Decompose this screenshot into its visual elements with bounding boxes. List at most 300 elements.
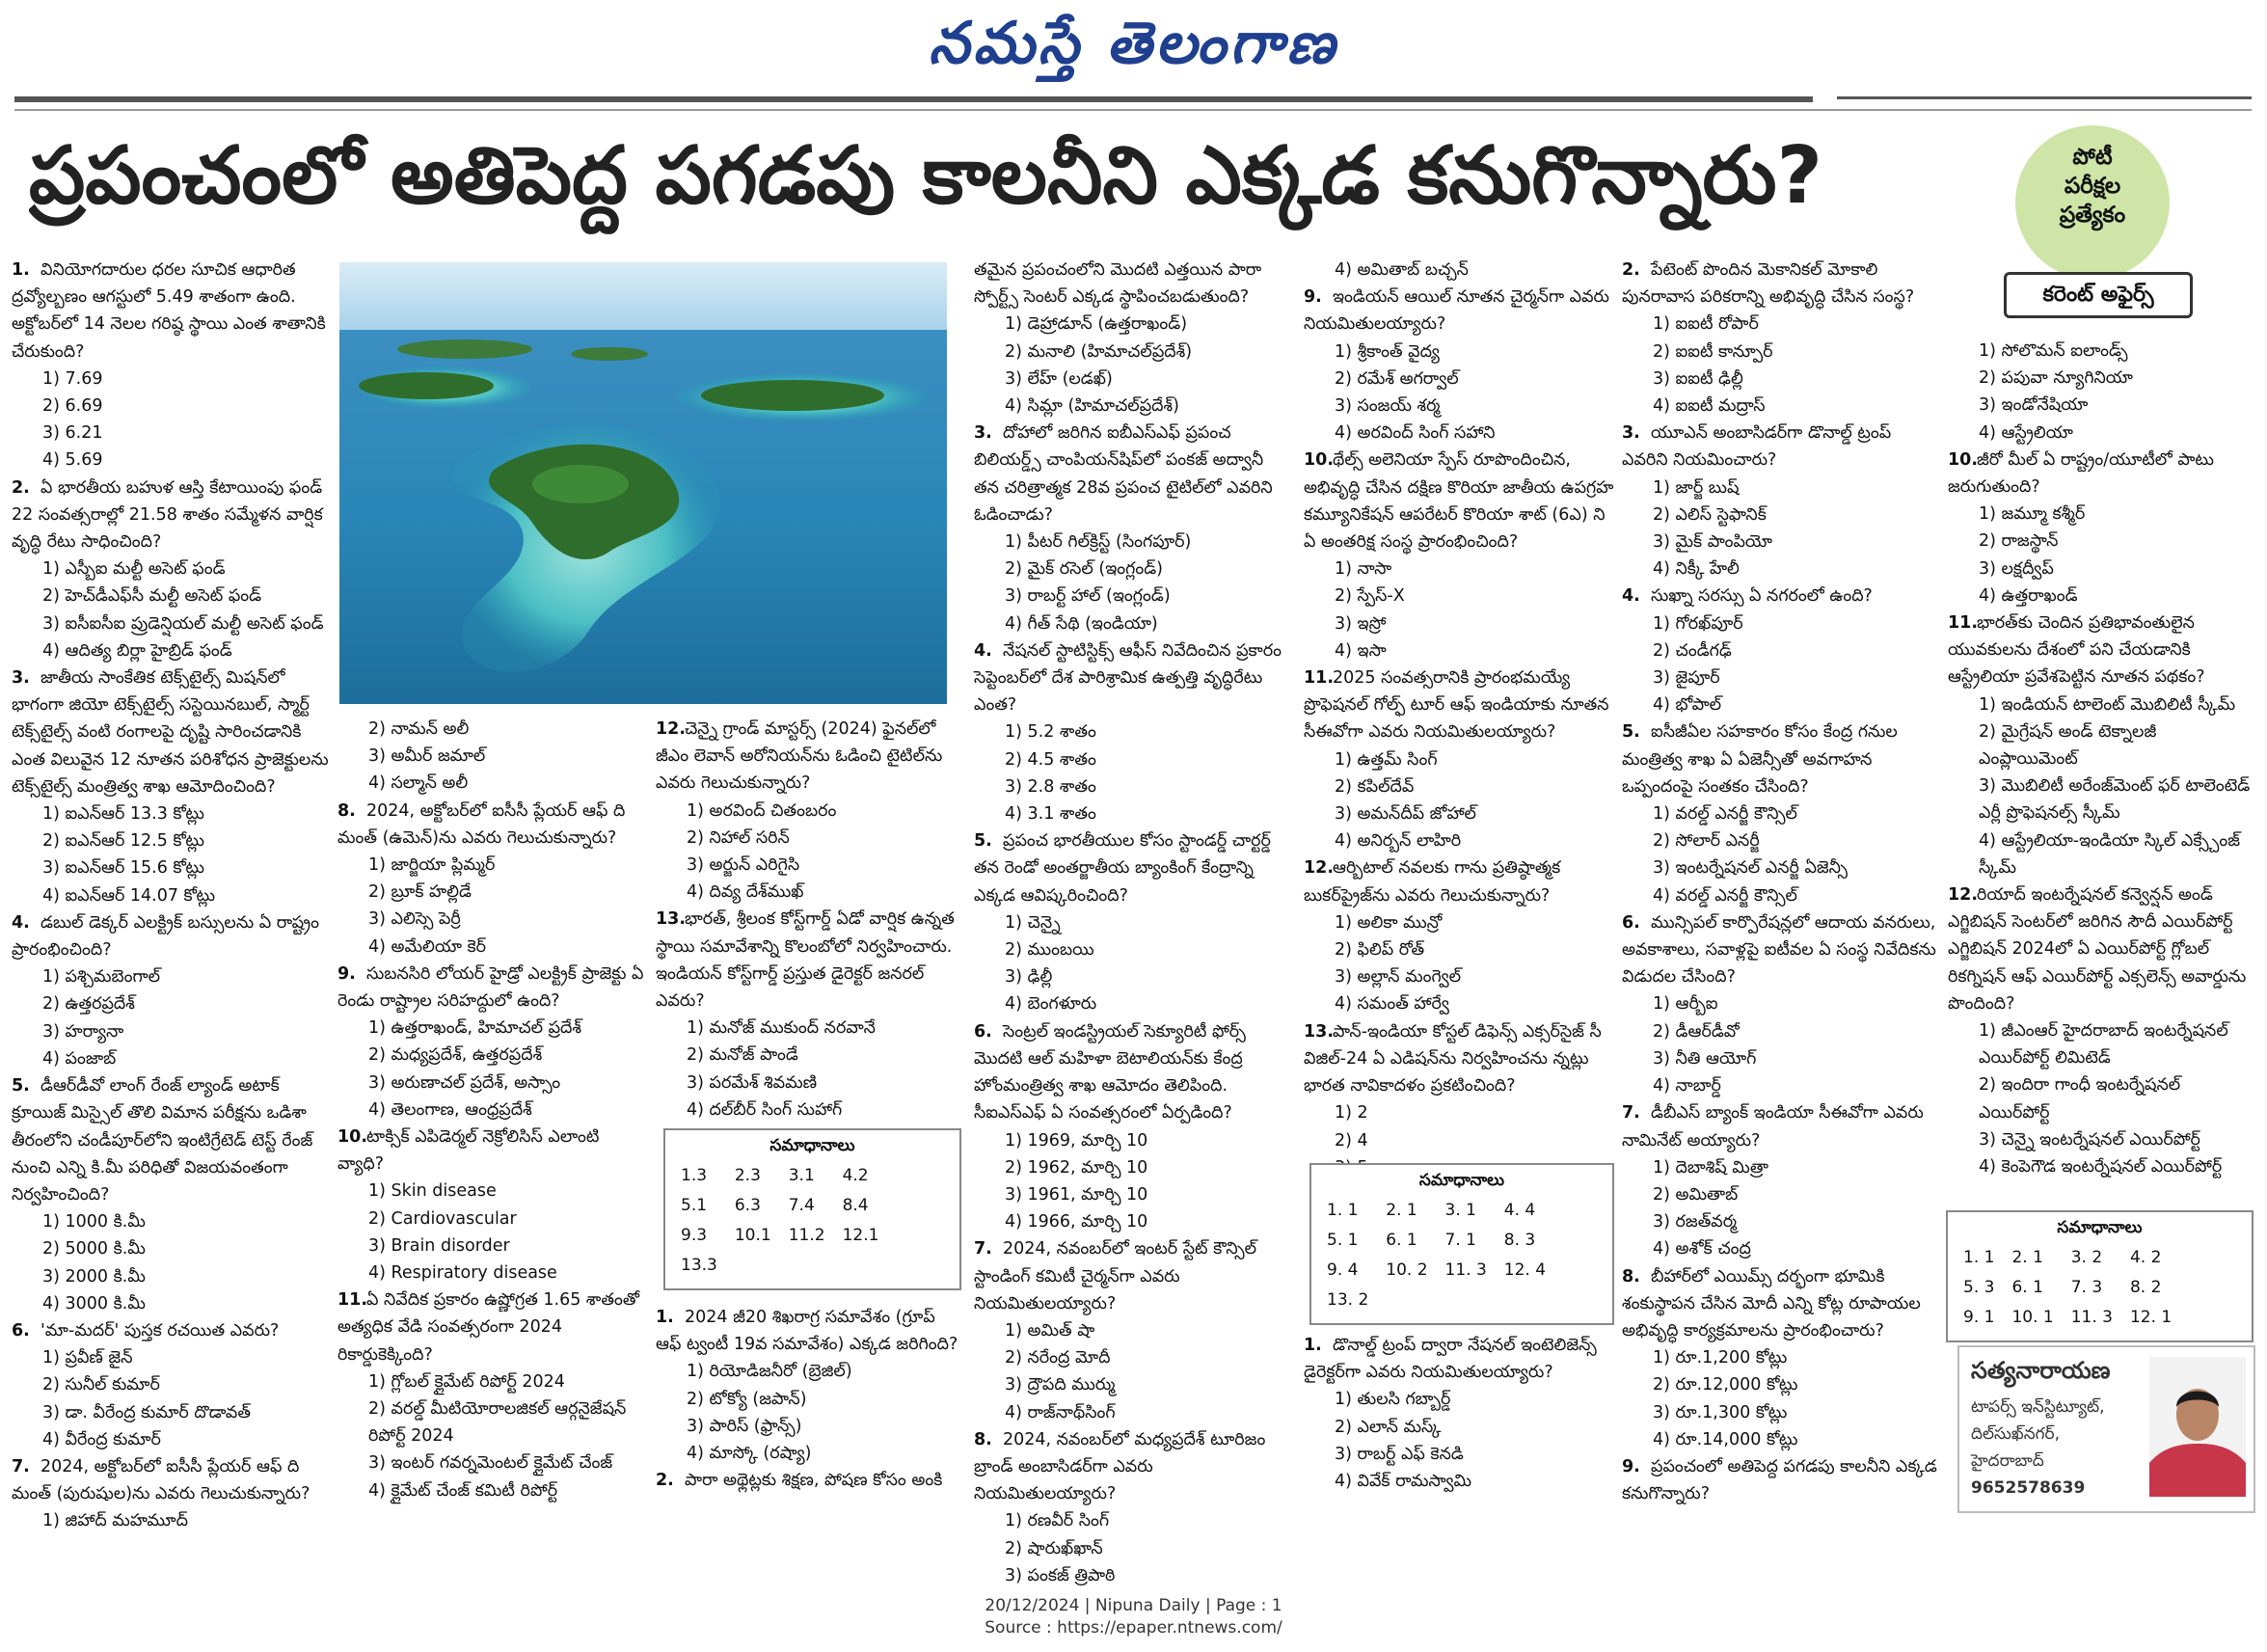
answer-option: 1) నాసా: [1335, 559, 1392, 580]
answer-option: 1) ఐఎన్ఆర్ 13.3 కోట్లు: [42, 804, 204, 825]
question: [656, 1467, 964, 1494]
answer-option: 4) 3.1 శాతం: [1005, 804, 1096, 825]
answer-option: 1) వరల్డ్ ఎనర్జీ కౌన్సిల్: [1653, 804, 1797, 825]
author-name: సత్యనారాయణ: [1971, 1357, 2111, 1384]
answer-option: 4) సిమ్లా (హిమాచల్‌ప్రదేశ్): [1005, 396, 1179, 417]
question-number: 3.: [12, 668, 30, 689]
answer-option: 3) డా. వీరేంద్ర కుమార్ దొడావత్: [42, 1402, 251, 1422]
question-number: 5.: [1622, 722, 1640, 743]
answer-cell: 1.3: [681, 1166, 708, 1185]
answer-option: 3) ఐఐటీ ఢిల్లీ: [1653, 368, 1743, 389]
question-text: మున్సిపల్ కార్పొరేషన్లలో ఆదాయ వనరులు, అవకాశాలు, సవాళ్లపై ఐటీవల ఏ సంస్థ నివేదికను విడుదల చేసింది?: [1622, 912, 1936, 988]
answer-cell: 11.2: [788, 1226, 825, 1245]
answer-option: 1) అలికా మున్రో: [1335, 912, 1443, 933]
answer-option: 2) హెచ్‌డీఎఫ్‌సీ మల్టీ అసెట్ ఫండ్: [42, 586, 262, 607]
answer-cell: [729, 1251, 783, 1281]
special-badge: [2015, 125, 2170, 280]
answer-option: 3) మొబిలిటీ అరేంజ్‌మెంట్ ఫర్ టాలెంటెడ్ ఎర్లీ ప్రొఫెషనల్స్ స్కీమ్: [1979, 776, 2251, 824]
answer-option: 4) వరల్డ్ ఎనర్జీ కౌన్సిల్: [1653, 885, 1797, 906]
answer-cell: 5.1: [681, 1196, 708, 1215]
answer-option: 2) 1962, మార్చి 10: [1005, 1157, 1148, 1178]
question-text: డొనాల్డ్ ట్రంప్ ద్వారా నేషనల్ ఇంటెలిజెన్స్ డైరెక్టర్‌గా ఎవరు నియమితులయ్యారు?: [1304, 1336, 1597, 1383]
question: [12, 257, 330, 474]
answer-option: 1) జార్జియా ప్లిమ్మర్: [368, 855, 496, 876]
question-text: రియాద్ ఇంటర్నేషనల్ కన్వెన్షన్ అండ్ ఎగ్జిబిషన్ సెంటర్‌లో జరిగిన సౌదీ ఎయిర్‌పోర్ట్ ఎగ్జిబిషన్ 2024లో ఏ ఎయిర్‌పోర్ట్ గ్లోబల్ రికగ్నిషన్ ఆఫ్ ఎయిర్‌పోర్ట్ ఎక్సలెన్స్ అవార్డును పొందింది?: [1948, 885, 2247, 1014]
answer-option: 2) స్పేస్-X: [1335, 586, 1405, 607]
question-text: భారత్‌కు చెందిన ప్రతిభావంతులైన యువకులను దేశంలో పని చేయడానికి ఆస్ట్రేలియా ప్రవేశపెట్టిన నూతన పథకం?: [1948, 613, 2205, 688]
answer-option: 4) గీత్ సేథి (ఇండియా): [1005, 613, 1158, 634]
question-text: జాతీయ సాంకేతిక టెక్స్‌టైల్స్ మిషన్‌లో భాగంగా జియో టెక్స్‌టైల్స్ సస్టెయినబుల్, స్మార్ట్ టెక్స్‌టైల్స్ వంటి రంగాలపై దృష్టి సారించడానికి ఎంత విలువైన 12 నూతన పరిశోధన ప్రాజెక్టులను టెక్స్‌టైల్స్ మంత్రిత్వ శాఖ ఆమోదించింది?: [12, 668, 329, 797]
badge-line: ప్రత్యేకం: [2059, 203, 2126, 228]
answer-option: 3) ఇంటర్ గవర్నమెంటల్ క్లైమేట్ చేంజ్: [368, 1453, 613, 1474]
answer-cell: 2. 1: [2011, 1248, 2043, 1267]
answer-cell: 11. 3: [2070, 1308, 2113, 1327]
question-text: ప్రపంచ భారతీయుల కోసం స్టాండర్డ్ చార్టర్డ్ తన రెండో అంతర్జాతీయ బ్యాంకింగ్ కేంద్రాన్ని ఎక్కడ ఆవిష్కరించింది?: [974, 831, 1271, 906]
answer-option: 1) 1969, మార్చి 10: [1005, 1130, 1148, 1151]
question-number: 2.: [12, 477, 30, 498]
author-area: దిల్‌సుఖ్‌నగర్,: [1971, 1424, 2061, 1444]
answer-option: 3) అరుణాచల్ ప్రదేశ్, అస్సాం: [368, 1072, 561, 1093]
answer-cell: [1440, 1286, 1498, 1315]
answers-table: [1321, 1196, 1557, 1315]
answer-cell: 6.3: [734, 1196, 761, 1215]
answers-table: [675, 1161, 890, 1281]
question-text: డీబీఎస్ బ్యాంక్ ఇండియా సీఈవోగా ఎవరు నామినేట్ అయ్యారు?: [1622, 1103, 1924, 1151]
answer-option: 2) పపువా న్యూగినియా: [1979, 368, 2133, 389]
answer-cell: 5. 3: [1963, 1278, 1995, 1297]
answer-cell: 13. 2: [1327, 1290, 1369, 1310]
question-number: 9.: [337, 963, 356, 984]
column-6: [1622, 257, 1940, 1507]
answer-option: 4) అశోక్ చంద్ర: [1653, 1239, 1751, 1259]
answer-option: 3) లక్షద్వీప్: [1979, 558, 2054, 579]
answer-option: 3) అమీర్ జమాల్: [368, 746, 486, 767]
answer-cell: 4.2: [842, 1166, 869, 1185]
divider: [14, 96, 1813, 102]
question-number: 1.: [656, 1308, 674, 1327]
answer-option: 3) 2000 కి.మీ: [42, 1266, 146, 1286]
answer-cell: 7. 1: [1444, 1231, 1476, 1250]
author-city: హైదరాబాద్: [1971, 1451, 2044, 1471]
answer-option: 2) 4: [1335, 1130, 1368, 1151]
answer-option: 4) 1966, మార్చి 10: [1005, 1212, 1148, 1232]
answer-cell: 7.4: [788, 1196, 815, 1215]
answer-option: 2) సోలార్ ఎనర్జీ: [1653, 831, 1760, 852]
question-number: 12.: [1948, 885, 1979, 906]
answer-option: 3) నీతి ఆయోగ్: [1653, 1048, 1757, 1069]
answer-option: 4) ఆస్ట్రేలియా-ఇండియా స్కిల్ ఎక్స్చేంజ్ స్కీమ్: [1979, 830, 2241, 878]
question-text: డబుల్ డెక్కర్ ఎలక్ట్రిక్ బస్సులను ఏ రాష్ట్రం ప్రారంభించింది?: [12, 912, 320, 961]
answer-option: 1) పీటర్ గిల్‌క్రిస్ట్ (సింగపూర్): [1005, 532, 1192, 553]
answer-option: 1) జమ్మూ కశ్మీర్: [1979, 504, 2086, 525]
answer-option: 3) పరమేశ్ శివమణి: [687, 1072, 818, 1093]
page-title: ప్రపంచంలో అతిపెద్ద పగడపు కాలనీని ఎక్కడ కనుగొన్నారు?: [29, 130, 1823, 222]
question-text: భారత్, శ్రీలంక కోస్ట్‌గార్డ్ ఏడో వార్షిక ఉన్నత స్థాయి సమావేశాన్ని కొలంబోలో నిర్వహించారు. ఇండియన్ కోస్ట్‌గార్డ్ ప్రస్తుత డైరెక్టర్ జనరల్ ఎవరు?: [656, 909, 955, 1012]
answer-option: 2) 6.69: [42, 396, 103, 417]
answer-option: 1) మనోజ్ ముకుంద్ నరవానే: [687, 1018, 876, 1039]
answer-option: 2) డీఆర్‌డీవో: [1653, 1021, 1740, 1042]
answer-option: 2) ఇందిరా గాంధీ ఇంటర్నేషనల్ ఎయిర్‌పోర్ట్: [1979, 1075, 2181, 1123]
answer-cell: 4. 2: [2129, 1248, 2162, 1267]
answer-option: 3) ఇస్రో: [1335, 613, 1387, 634]
question: [974, 257, 1292, 420]
answer-cell: 10. 1: [2011, 1308, 2054, 1327]
answer-option: 4) భోపాల్: [1653, 695, 1722, 716]
question: [12, 1453, 330, 1535]
answer-cell: 6. 1: [2011, 1278, 2043, 1297]
question-text: బీహార్‌లో ఎయిమ్స్ దర్భంగా భూమికి శంకుస్థాపన చేసిన మోదీ ఎన్ని కోట్ల రూపాయల అభివృద్ధి కార్యక్రమాలను ప్రారంభించారు?: [1622, 1266, 1921, 1341]
question: [1304, 257, 1622, 284]
column-2: [337, 716, 646, 1504]
question: [12, 909, 330, 1072]
answer-option: 4) మాస్కో (రష్యా): [687, 1444, 812, 1464]
answer-cell: 13.3: [681, 1256, 717, 1275]
column-7: [1948, 338, 2254, 1180]
answer-option: 1) ఉత్తమ్ సింగ్: [1335, 749, 1438, 770]
answer-option: 3) పారిస్ (ఫ్రాన్స్): [687, 1416, 802, 1436]
footer-date: 20/12/2024 | Nipuna Daily | Page : 1: [985, 1596, 1282, 1615]
question-number: 8.: [974, 1429, 992, 1449]
answer-option: 4) ఐఎన్ఆర్ 14.07 కోట్లు: [42, 885, 216, 906]
answer-option: 1) శ్రీకాంత్ వైద్య: [1335, 341, 1440, 362]
question-number: 4.: [12, 912, 30, 933]
question: [1622, 257, 1940, 420]
column-5-lower: [1304, 1332, 1622, 1495]
question-text: నేషనల్ స్టాటిస్టిక్స్ ఆఫీస్ నివేదించిన ప్రకారం సెప్టెంబర్‌లో దేశ పారిశ్రామిక ఉత్పత్తి వృద్ధిరేటు ఎంత?: [974, 640, 1282, 716]
question-text: టాక్సిక్ ఎపిడెర్మల్ నెక్రోలిసిస్ ఎలాంటి వ్యాధి?: [337, 1127, 600, 1175]
answer-option: 1) చెన్నై: [1005, 912, 1061, 933]
question-number: 2.: [1622, 260, 1640, 280]
column-4: [974, 257, 1292, 1589]
question-text: ఏ నివేదిక ప్రకారం ఉష్ణోగ్రత 1.65 శాతంతో అత్యధిక వేడి సంవత్సరంగా 2024 రికార్డుకెక్కింది?: [337, 1290, 639, 1365]
answer-option: 2) నరేంద్ర మోదీ: [1005, 1348, 1111, 1368]
answer-option: 2) Cardiovascular: [368, 1208, 517, 1229]
question-text: దోహాలో జరిగిన ఐబీఎస్ఎఫ్ ప్రపంచ బిలియర్డ్స్ చాంపియన్‌షిప్‌లో పంకజ్ అద్వానీ తన చరిత్రాత్మక 28వ ప్రపంచ టైటిల్‌లో ఎవరిని ఓడించాడు?: [974, 423, 1273, 525]
answer-option: 1) జిహాద్ మహమూద్: [42, 1511, 188, 1531]
answer-option: 3) ద్రౌపది ముర్ము: [1005, 1375, 1116, 1395]
answer-option: 4) 5.69: [42, 450, 103, 471]
author-phone: 9652578639: [1971, 1478, 2086, 1498]
answer-cell: 12. 1: [2129, 1308, 2173, 1327]
answer-option: 2) రాజస్థాన్: [1979, 531, 2059, 552]
question-number: 4.: [1622, 586, 1640, 607]
answer-cell: [837, 1251, 891, 1281]
badge-line: పరీక్షల: [2064, 174, 2121, 199]
question: [1622, 1453, 1940, 1507]
question-text: 2024, అక్టోబర్‌లో ఐసీసీ ప్లేయర్ ఆఫ్ ది మంత్ (పురుషుల)ను ఎవరు గెలుచుకున్నారు?: [12, 1456, 310, 1504]
question: [1304, 284, 1622, 447]
answer-option: 1) అమిత్ షా: [1005, 1320, 1095, 1341]
question-number: 11.: [1948, 613, 1979, 634]
question: [1948, 338, 2254, 447]
answer-option: 2) మధ్యప్రదేశ్, ఉత్తరప్రదేశ్: [368, 1045, 543, 1066]
answer-option: 3) అమన్‌దీప్ జోహాల్: [1335, 804, 1476, 825]
question-text: 'మా-మదర్' పుస్తక రచయిత ఎవరు?: [40, 1320, 280, 1341]
answer-option: 1) 2: [1335, 1103, 1368, 1124]
answer-option: 3) హర్యానా: [42, 1021, 124, 1042]
answer-option: 4) అమేలియా కెర్: [368, 936, 487, 957]
answer-option: 4) పంజాబ్: [42, 1048, 117, 1069]
answer-option: 2) 5000 కి.మీ: [42, 1239, 146, 1259]
answer-option: 1) ఇండియన్ టాలెంట్ మొబిలిటీ స్కీమ్: [1979, 694, 2236, 715]
answer-option: 4) దల్‌బీర్ సింగ్ సుహాగ్: [687, 1099, 843, 1120]
question-text: 2025 సంవత్సరానికి ప్రారంభమయ్యే ప్రొఫెషనల్ గోల్ఫ్ టూర్ ఆఫ్ ఇండియాకు నూతన సీఈవోగా ఎవరు నియమితులయ్యారు?: [1304, 668, 1609, 743]
question-number: 5.: [12, 1076, 30, 1097]
answer-option: 2) ఐఎన్ఆర్ 12.5 కోట్లు: [42, 831, 204, 852]
question-text: ఇండియన్ ఆయిల్ నూతన చైర్మన్‌గా ఎవరు నియమితులయ్యారు?: [1304, 287, 1609, 335]
answer-option: 4) సల్మాన్ అలీ: [368, 773, 469, 794]
section-tag: కరెంట్ అఫైర్స్: [2004, 272, 2193, 318]
answer-option: 4) కెంపెగౌడ ఇంటర్నేషనల్ ఎయిర్‌పోర్ట్: [1979, 1157, 2223, 1178]
question-text: సుఖ్నా సరస్సు ఏ నగరంలో ఉంది?: [1651, 586, 1873, 607]
answer-cell: 8.4: [842, 1196, 869, 1215]
answer-option: 1) పశ్చిమబెంగాల్: [42, 967, 160, 988]
question-number: 8.: [1622, 1266, 1640, 1286]
answer-option: 3) 6.21: [42, 423, 103, 444]
answer-option: 1) తులసి గబ్బార్డ్: [1335, 1390, 1451, 1410]
question: [974, 1235, 1292, 1425]
answer-option: 3) అర్జున్ ఎరిగైసి: [687, 855, 800, 876]
question-number: 9.: [1304, 287, 1322, 308]
answer-option: 1) ప్రవీణ్ జైన్: [42, 1348, 133, 1368]
answer-cell: [783, 1251, 837, 1281]
question-number: 8.: [337, 800, 356, 821]
question-text: 2024, నవంబర్‌లో ఇంటర్ స్టేట్ కౌన్సిల్ స్టాండింగ్ కమిటీ చైర్మన్‌గా ఎవరు నియమితులయ్యారు?: [974, 1239, 1257, 1313]
answers-title: సమాధానాలు: [769, 1136, 855, 1155]
answer-option: 1) ఉత్తరాఖండ్, హిమాచల్ ప్రదేశ్: [368, 1018, 582, 1039]
question-number: 10.: [1948, 449, 1979, 470]
question: [1622, 1263, 1940, 1453]
question-text: ఏ భారతీయ బహుళ ఆస్తి కేటాయింపు ఫండ్ 22 సంవత్సరాల్లో 21.58 శాతం సమ్మేళన వార్షిక వృద్ధి రేటు సాధించింది?: [12, 477, 323, 553]
question-text: 2024 జీ20 శిఖరాగ్ర సమావేశం (గ్రూప్ ఆఫ్ ట్వంటీ 19వ సమావేశం) ఎక్కడ జరిగింది?: [656, 1308, 958, 1355]
answer-option: 1) రియోడిజనీరో (బ్రెజిల్): [687, 1362, 852, 1382]
answer-cell: 10. 2: [1386, 1260, 1428, 1280]
question-number: 12.: [656, 719, 687, 739]
answer-option: 4) వివేక్ రామస్వామి: [1335, 1472, 1472, 1492]
question: [1304, 854, 1622, 1017]
answer-option: 2) టోక్యో (జపాన్): [687, 1389, 807, 1409]
question-number: 7.: [1622, 1103, 1640, 1124]
answer-option: 1) Skin disease: [368, 1181, 497, 1202]
answer-option: 4) 3000 కి.మీ: [42, 1293, 146, 1313]
answer-cell: 8. 2: [2129, 1278, 2162, 1297]
answer-option: 4) అనిర్బన్ లాహిరి: [1335, 831, 1462, 852]
question: [974, 827, 1292, 1017]
answer-option: 3) రజత్‌వర్మ: [1653, 1212, 1738, 1232]
question-number: 2.: [656, 1471, 674, 1491]
question-number: 6.: [974, 1021, 992, 1042]
question-number: 7.: [12, 1456, 30, 1476]
answer-cell: [1498, 1286, 1557, 1315]
answer-option: 1) గోరఖ్‌పూర్: [1653, 613, 1743, 634]
question: [974, 1426, 1292, 1589]
answer-option: 2) రమేశ్ అగర్వాల్: [1335, 368, 1459, 389]
column-3-lower: [656, 1304, 964, 1494]
answer-option: 4) క్లైమేట్ చేంజ్ కమిటీ రిపోర్ట్: [368, 1480, 558, 1501]
masthead-logo: నమస్తే తెలంగాణ: [928, 10, 1339, 77]
question: [974, 420, 1292, 637]
answer-cell: 9. 4: [1327, 1260, 1359, 1280]
question: [12, 1317, 330, 1453]
answer-option: 3) జైపూర్: [1653, 668, 1720, 689]
question-number: 3.: [1622, 423, 1640, 444]
answer-option: 1) రణవీర్ సింగ్: [1005, 1511, 1110, 1531]
question: [337, 1286, 646, 1504]
answer-option: 3) ఇండోనేషియా: [1979, 395, 2089, 416]
question: [974, 637, 1292, 827]
coral-island-photo: [339, 262, 947, 704]
answer-option: 4) ఆదిత్య బిర్లా హైబ్రిడ్ ఫండ్: [42, 640, 232, 661]
answer-option: 3) ఢిల్లీ: [1005, 967, 1053, 988]
question-number: 12.: [1304, 858, 1335, 879]
answer-cell: 12.1: [842, 1226, 879, 1245]
answer-option: 4) ఇసా: [1335, 640, 1387, 661]
answer-option: 2) 4.5 శాతం: [1005, 749, 1096, 770]
answer-option: 2) మనాలి (హిమాచల్‌ప్రదేశ్): [1005, 341, 1193, 362]
answer-option: 4) బెంగళూరు: [1005, 994, 1097, 1015]
answer-option: 4) అమితాబ్ బచ్చన్: [1335, 260, 1469, 280]
question: [1622, 1099, 1940, 1262]
divider: [1837, 96, 2252, 99]
answer-cell: 11. 3: [1444, 1260, 1487, 1280]
question-text: 2024, అక్టోబర్‌లో ఐసీసీ ప్లేయర్ ఆఫ్ ది మంత్ (ఉమెన్)ను ఎవరు గెలుచుకున్నారు?: [337, 800, 626, 848]
answer-option: 4) ఆస్ట్రేలియా: [1979, 422, 2073, 443]
column-5: [1304, 257, 1622, 1208]
answer-option: 2) ఉత్తరప్రదేశ్: [42, 994, 135, 1015]
answer-option: 3) రూ.1,300 కోట్లు: [1653, 1402, 1788, 1422]
answer-option: 4) రూ.14,000 కోట్లు: [1653, 1429, 1798, 1449]
question-number: 10.: [1304, 450, 1335, 471]
question-text: సుబనసిరి లోయర్ హైడ్రో ఎలక్ట్రిక్ ప్రాజెక్టు ఏ రెండు రాష్ట్రాల సరిహద్దులో ఉంది?: [337, 963, 644, 1012]
question-text: చెన్నై గ్రాండ్ మాస్టర్స్ (2024) ఫైనల్‌లో జీఎం లెవాన్ అరోనియన్‌ను ఓడించి టైటిల్‌ను ఎవరు గెలుచుకున్నారు?: [656, 719, 943, 794]
question-text: పాన్-ఇండియా కోస్టల్ డిఫెన్స్ ఎక్సర్‌సైజ్ సీ విజిల్-24 ఏ ఎడిషన్‌ను నిర్వహించను న్నట్లు భారత నావికాదళం ప్రకటించింది?: [1304, 1021, 1602, 1097]
author-institute: టాపర్స్ ఇన్‌స్టిట్యూట్,: [1971, 1397, 2105, 1417]
answer-option: 1) జీఎంఆర్ హైదరాబాద్ ఇంటర్నేషనల్ ఎయిర్‌పోర్ట్ లిమిటెడ్: [1979, 1021, 2228, 1069]
answer-cell: 5. 1: [1327, 1231, 1359, 1250]
question: [1304, 1332, 1622, 1495]
question-number: 7.: [974, 1239, 992, 1259]
answer-option: 3) చెన్నై ఇంటర్నేషనల్ ఎయిర్‌పోర్ట్: [1979, 1129, 2200, 1150]
question: [337, 716, 646, 798]
question-text: ఆర్బిటాల్ నవలకు గాను ప్రతిష్ఠాత్మక బుకర్‌ప్రైజ్‌ను ఎవరు గెలుచుకున్నారు?: [1304, 858, 1561, 906]
question-text: పేటెంట్ పొందిన మెకానికల్ మోకాలి పునరావాస పరికరాన్ని అభివృద్ధి చేసిన సంస్థ?: [1622, 260, 1915, 308]
question: [656, 716, 964, 906]
answer-option: 2) ముంబయి: [1005, 940, 1094, 961]
question-number: 6.: [12, 1320, 30, 1341]
answer-option: 2) రూ.12,000 కోట్లు: [1653, 1375, 1798, 1395]
answers-box-1: [663, 1128, 961, 1290]
question: [1622, 420, 1940, 582]
question-text: ఐసీజీఏల సహకారం కోసం కేంద్ర గనుల మంత్రిత్వ శాఖ ఏ ఏజెన్సీతో అవగాహన ఒప్పందంపై సంతకం చేసింది?: [1622, 722, 1898, 797]
question: [974, 1018, 1292, 1236]
answers-title: సమాధానాలు: [1418, 1171, 1505, 1190]
author-photo-icon: [2149, 1357, 2246, 1497]
answer-option: 1) డెహ్రాడూన్ (ఉత్తరాఖండ్): [1005, 314, 1188, 335]
answers-box-3: [1946, 1210, 2254, 1342]
answer-option: 2) వరల్డ్ మీటియోరాలజికల్ ఆర్గనైజేషన్ రిపోర్ట్ 2024: [368, 1399, 627, 1447]
answer-option: 3) మైక్ పాంపియో: [1653, 532, 1773, 553]
answer-option: 3) 1961, మార్చి 10: [1005, 1184, 1148, 1205]
answer-cell: 6. 1: [1386, 1231, 1417, 1250]
question-text: డీఆర్‌డీవో లాంగ్ రేంజ్ ల్యాండ్ అటాక్ క్రూయిజ్ మిస్సైల్ తొలి విమాన పరీక్షను ఒడిశా తీరంలోని చండీపూర్‌లోని ఇంటిగ్రేటెడ్ టెస్ట్ రేంజ్ నుంచి ఎన్ని కి.మీ పరిధితో విజయవంతంగా నిర్వహించింది?: [12, 1076, 313, 1205]
column-3: [656, 716, 964, 1124]
answer-option: 4) నాబార్డ్: [1653, 1076, 1721, 1097]
footer-source: Source : https://epaper.ntnews.com/: [985, 1618, 1282, 1638]
answer-option: 4) ఉత్తరాఖండ్: [1979, 585, 2078, 606]
answer-option: 1) అరవింద్ చితంబరం: [687, 800, 837, 821]
answer-option: 1) 5.2 శాతం: [1005, 722, 1096, 743]
question: [1622, 582, 1940, 718]
answer-option: 2) నామన్ అలీ: [368, 719, 470, 739]
answer-option: 3) ఐఎన్ఆర్ 15.6 కోట్లు: [42, 858, 204, 879]
answer-option: 2) మైక్ రసెల్ (ఇంగ్లండ్): [1005, 559, 1163, 580]
question-number: 13.: [1304, 1021, 1335, 1042]
badge-line: పోటీ: [2072, 145, 2113, 170]
answer-option: 2) మనోజ్ పాండే: [687, 1045, 798, 1066]
answer-cell: 3. 1: [1444, 1201, 1476, 1220]
answer-cell: 12. 4: [1503, 1260, 1547, 1280]
question-number: 4.: [974, 640, 992, 661]
question-number: 6.: [1622, 912, 1640, 933]
answer-option: 4) అరవింద్ సింగ్ సహాని: [1335, 423, 1496, 444]
question-number: 11.: [337, 1290, 368, 1311]
answer-option: 1) 7.69: [42, 368, 103, 389]
answer-option: 1) దెబాశిష్ మిత్రా: [1653, 1157, 1768, 1178]
answer-cell: 7. 3: [2070, 1278, 2103, 1297]
question: [656, 1304, 964, 1467]
divider: [14, 109, 2252, 111]
answer-option: 3) సంజయ్ శర్మ: [1335, 396, 1441, 417]
answer-option: 2) బ్రూక్ హల్లిడే: [368, 882, 472, 903]
answer-option: 1) గ్లోబల్ క్లైమేట్ రిపోర్ట్ 2024: [368, 1371, 565, 1392]
question-number: 9.: [1622, 1456, 1640, 1476]
answers-title: సమాధానాలు: [2057, 1218, 2143, 1237]
column-1: [12, 257, 330, 1535]
question-text: 2024, నవంబర్‌లో మధ్యప్రదేశ్ టూరిజం బ్రాండ్ అంబాసిడర్‌గా ఎవరు నియమితులయ్యారు?: [974, 1429, 1266, 1504]
question-number: 1.: [12, 260, 30, 280]
answer-option: 2) చండీగఢ్: [1653, 640, 1732, 661]
question: [1304, 664, 1622, 854]
answer-option: 1) జార్జ్ బుష్: [1653, 477, 1740, 498]
question-text: వినియోగదారుల ధరల సూచిక ఆధారిత ద్రవ్యోల్బణం ఆగస్టులో 5.49 శాతంగా ఉంది. అక్టోబర్‌లో 14 నెలల గరిష్ఠ స్థాయి ఎంత శాతానికి చేరుకుంది?: [12, 260, 326, 362]
answer-option: 4) తెలంగాణ, ఆంధ్రప్రదేశ్: [368, 1099, 532, 1120]
question: [1622, 718, 1940, 908]
answer-option: 3) రాబర్ట్ హాల్ (ఇంగ్లండ్): [1005, 586, 1171, 607]
question-text: తమైన ప్రపంచంలోని మొదటి ఎత్తయిన పారా స్పోర్ట్స్ సెంటర్ ఎక్కడ స్థాపించబడుతుంది?: [974, 260, 1262, 308]
answer-option: 2) నిహాల్ సరిన్: [687, 827, 790, 848]
question: [337, 798, 646, 961]
answer-cell: [1380, 1286, 1439, 1315]
answer-option: 4) ఐఐటీ మద్రాస్: [1653, 396, 1766, 417]
question: [1948, 881, 2254, 1180]
question-number: 11.: [1304, 668, 1335, 689]
answer-cell: 1. 1: [1327, 1201, 1359, 1220]
answer-option: 3) 2.8 శాతం: [1005, 776, 1096, 797]
answer-option: 1) ఐఐటీ రోపార్: [1653, 314, 1759, 335]
island-image: [339, 262, 947, 704]
answer-cell: 4. 4: [1503, 1201, 1536, 1220]
answer-option: 3) పంకజ్ త్రిపాఠి: [1005, 1565, 1116, 1585]
question: [12, 474, 330, 664]
answer-option: 4) రాజ్‌నాథ్‌సింగ్: [1005, 1402, 1116, 1422]
answer-option: 2) షారుఖ్‌ఖాన్: [1005, 1538, 1103, 1558]
question-number: 1.: [1304, 1336, 1322, 1355]
question-number: 5.: [974, 831, 992, 852]
answer-option: 3) ఇంటర్నేషనల్ ఎనర్జీ ఏజెన్సీ: [1653, 858, 1848, 879]
answer-cell: 10.1: [734, 1226, 771, 1245]
question: [337, 1124, 646, 1286]
answer-option: 1) సోలొమన్ ఐలాండ్స్: [1979, 341, 2128, 361]
